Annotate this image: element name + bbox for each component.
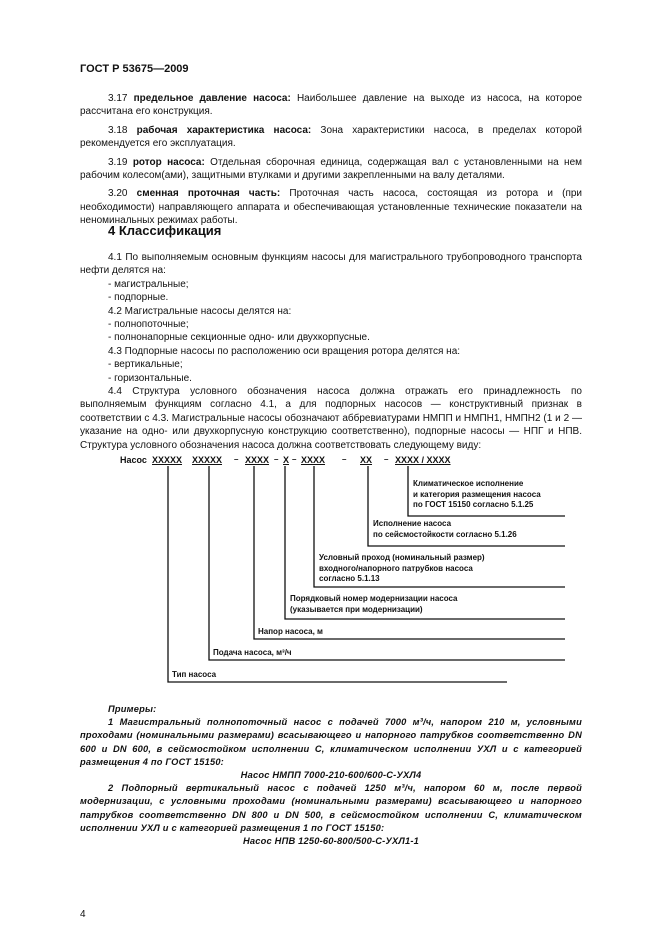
label-modern: Порядковый номер модернизации насоса (указывается при модернизации): [290, 594, 458, 614]
code-climate: XXXX / XXXX: [395, 455, 451, 465]
code-modern: X: [283, 455, 290, 465]
list-item: - полнопоточные;: [108, 319, 189, 331]
section-title: 4 Классификация: [108, 223, 222, 238]
term-text: Отдельная сборочная единица, содержащая вал с установленными на нем рабочим колесом(ами), защитными втулками и другими закрепленными на валу деталями.: [80, 156, 583, 182]
term-text: Зона характеристики насоса, в пределах которой рекомендуется его эксплуатация.: [80, 124, 582, 150]
term-text: Проточная часть насоса, состоящая из ротора и (при необходимости) направляющего аппарата и обеспечивающая установленные технические показатели на неноминальных режимах работы.: [80, 188, 583, 227]
term-name: ротор насоса:: [132, 156, 205, 168]
list-item: - полнонапорные секционные одно- или двухкорпусные.: [108, 332, 370, 344]
code-dash: –: [234, 455, 239, 464]
example-1: 1 Магистральный полнопоточный насос с подачей 7000 м³/ч, напором 210 м, условными проходами (номинальными размерами) всасывающего и напорного патрубков соответственно DN 600 и DN 600, в сейсмостойком исполнении С, климатическом исполнении УХЛ и с категорией размещения 4 по ГОСТ 15150:: [80, 717, 582, 767]
code-seismic: XX: [360, 455, 373, 465]
list-item: - горизонтальные.: [108, 372, 192, 384]
code-head: XXXX: [245, 455, 270, 465]
code-dn: XXXX: [301, 455, 326, 465]
example-2: 2 Подпорный вертикальный насос с подачей 1250 м³/ч, напором 60 м, после первой модернизации, с условными проходами (номинальными размерами) всасывающего и напорного патрубков соответственно DN 800 и DN 500, в сейсмостойком исполнении С, климатическом исполнении УХЛ и с категорией размещения 1 по ГОСТ 15150:: [80, 783, 582, 833]
diagram-prefix: Насос: [120, 455, 147, 465]
term-num: 3.20: [108, 188, 128, 200]
term-num: 3.19: [108, 156, 128, 168]
term-name: предельное давление насоса:: [133, 93, 291, 104]
para-4-3: 4.3 Подпорные насосы по расположению оси вращения ротора делятся на:: [108, 345, 461, 357]
code-dash: –: [342, 455, 347, 464]
list-item: - подпорные.: [108, 292, 169, 304]
examples: [80, 703, 582, 848]
list-item: - магистральные;: [108, 278, 189, 290]
example-2-code: Насос НПВ 1250-60-800/500-С-УХЛ1-1: [242, 836, 420, 847]
document-header: ГОСТ Р 53675—2009: [80, 63, 189, 75]
label-dn: Условный проход (номинальный размер) входного/напорного патрубков насоса согласно 5.1.13: [319, 553, 485, 583]
code-dash: –: [274, 455, 279, 464]
examples-title: Примеры:: [108, 704, 157, 714]
term-num: 3.18: [108, 124, 128, 136]
term-name: сменная проточная часть:: [136, 188, 281, 200]
label-seismic: Исполнение насоса по сейсмостойкости согласно 5.1.26: [373, 519, 517, 539]
term-text: Наибольшее давление на выходе из насоса, на которое рассчитана его конструкция.: [80, 93, 583, 118]
example-1-code: Насос НМПП 7000-210-600/600-С-УХЛ4: [240, 770, 422, 781]
para-4-2: 4.2 Магистральные насосы делятся на:: [108, 305, 292, 317]
para-4-1: 4.1 По выполняемым основным функциям насосы для магистрального трубопроводного транспорта нефти делятся на:: [80, 252, 582, 277]
label-head: Напор насоса, м: [258, 627, 323, 636]
label-flow: Подача насоса, м³/ч: [213, 648, 292, 657]
code-type: XXXXX: [152, 455, 183, 465]
list-item: - вертикальные;: [108, 359, 183, 371]
term-num: 3.17: [108, 93, 128, 104]
code-flow: XXXXX: [192, 455, 223, 465]
label-climate: Климатическое исполнение и категория размещения насоса по ГОСТ 15150 согласно 5.1.25: [413, 479, 541, 509]
para-4-4: 4.4 Структура условного обозначения насоса должна отражать его принадлежность по выполняемым функциям согласно 4.1, а для подпорных насосов — конструктивный признак в соответствии с 4.3. Магистральные насосы обозначают аббревиатурами НМПП и НМПН1, НМПН2 (1 и 2 — указание на одно- или двухкорпусную конструкцию соответственно), подпорные насосы — НПГ и НПВ. Структура условного обозначения насоса должна соответствовать следующему виду:: [80, 386, 582, 451]
code-dash: –: [292, 455, 297, 464]
label-type: Тип насоса: [172, 670, 217, 679]
term-name: рабочая характеристика насоса:: [136, 124, 312, 136]
page-number: 4: [80, 909, 86, 920]
code-dash: –: [384, 455, 389, 464]
